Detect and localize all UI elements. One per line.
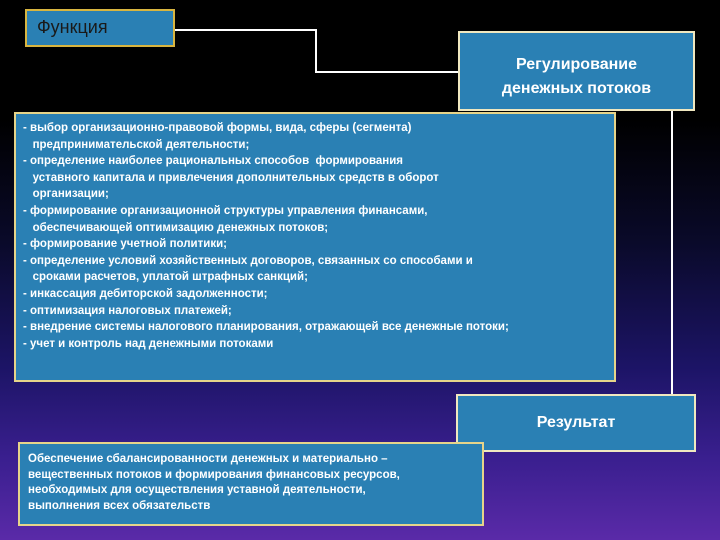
result-description-line: выполнения всех обязательств [28,499,211,512]
task-line: - определение условий хозяйственных договоров, связанных со способами и [23,254,473,267]
result-label: Результат [536,414,616,431]
result-description-line: необходимых для осуществления уставной деятельности, [28,484,366,496]
task-line: - внедрение системы налогового планирования, отражающей все денежные потоки; [23,321,509,334]
task-line: обеспечивающей оптимизацию денежных потоков; [23,221,329,234]
task-line: организации; [23,188,109,201]
function-box [25,9,175,47]
regulation-title-line-2: денежных потоков [501,80,652,97]
result-box [456,394,696,452]
function-to-regulation-connector [175,30,458,72]
task-line: - оптимизация налоговых платежей; [23,304,232,317]
function-label: Функция [37,17,108,37]
task-line: - инкассация дебиторской задолженности; [23,287,268,300]
task-line: уставного капитала и привлечения дополнительных средств в оборот [23,171,439,184]
task-line: предпринимательской деятельности; [23,138,250,151]
task-line: - определение наиболее рациональных способов формирования [23,155,404,168]
task-line: - формирование организационной структуры управления финансами, [23,204,428,217]
task-line: - учет и контроль над денежными потоками [23,337,274,350]
result-description-line: Обеспечение сбалансированности денежных и материально – [28,453,388,465]
task-line: - формирование учетной политики; [23,238,227,251]
tasks-box [14,112,616,382]
regulation-box [458,31,695,111]
task-line: сроками расчетов, уплатой штрафных санкций; [23,271,308,284]
regulation-title-line-1: Регулирование [516,56,637,73]
result-description-box [18,442,484,526]
result-description-line: вещественных потоков и формирования финансовых ресурсов, [28,468,400,481]
task-line: - выбор организационно-правовой формы, вида, сферы (сегмента) [23,122,412,134]
